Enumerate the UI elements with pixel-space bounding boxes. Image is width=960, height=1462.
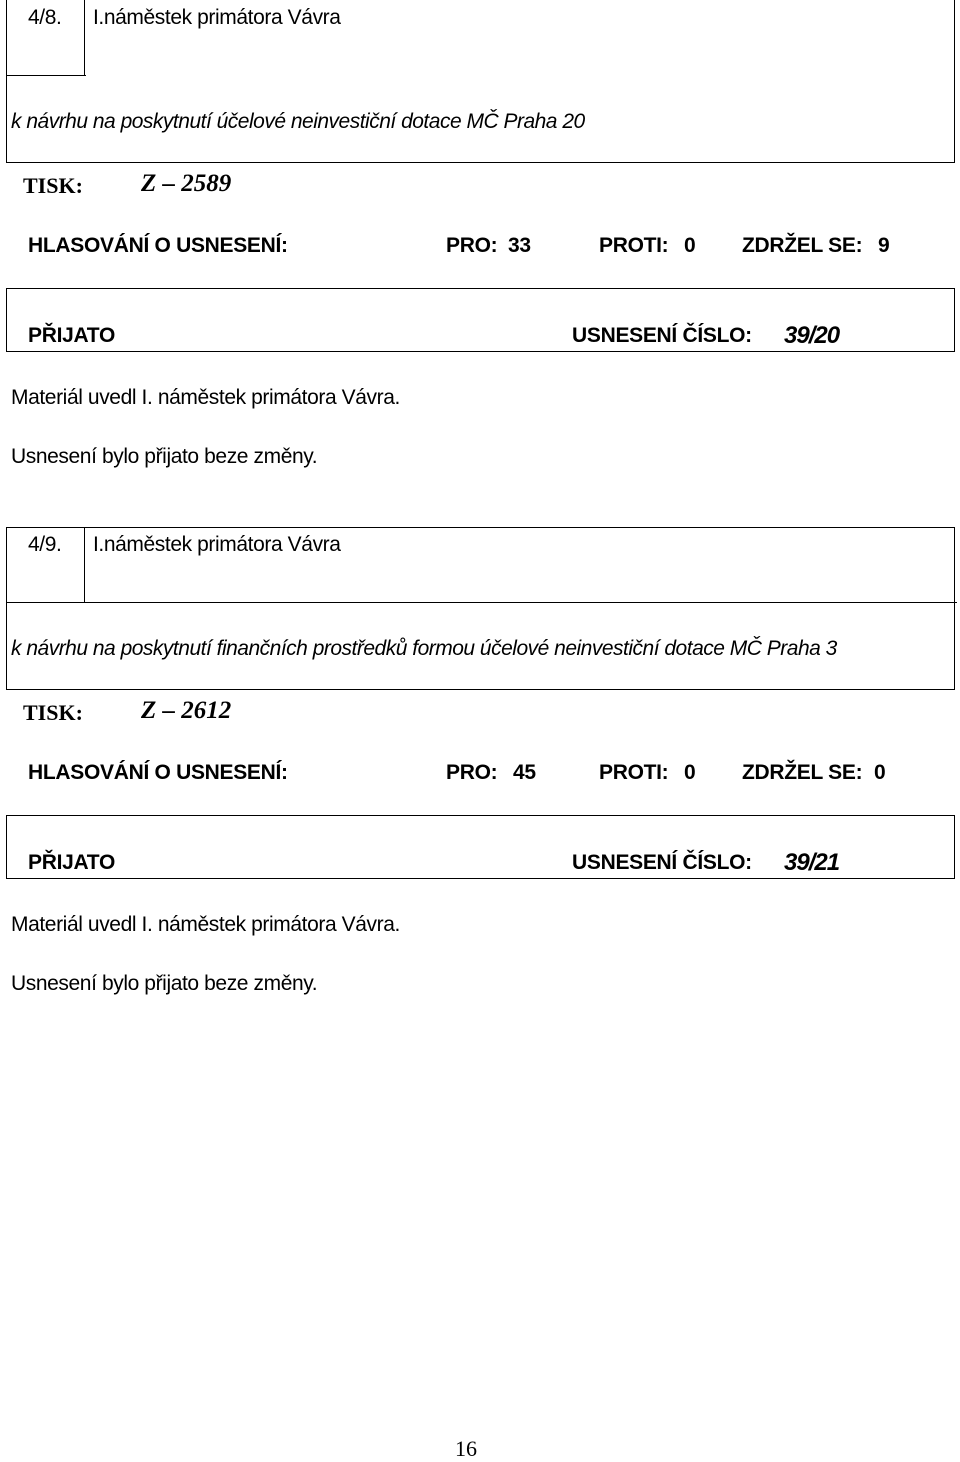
vote-proti-value: 0 — [684, 761, 696, 784]
tisk-number: Z – 2589 — [141, 170, 232, 197]
tisk-label: TISK: — [23, 173, 83, 198]
header-divider — [84, 0, 85, 76]
note-adopted-unchanged: Usnesení bylo přijato beze změny. — [11, 972, 318, 995]
vote-zdrzel-value: 9 — [878, 234, 890, 257]
note-adopted-unchanged: Usnesení bylo přijato beze změny. — [11, 445, 318, 468]
tisk-label: TISK: — [23, 700, 83, 725]
vote-label: HLASOVÁNÍ O USNESENÍ: — [28, 234, 288, 257]
vote-pro-value: 45 — [513, 761, 536, 784]
tisk-number: Z – 2612 — [141, 697, 232, 724]
vote-label: HLASOVÁNÍ O USNESENÍ: — [28, 761, 288, 784]
vote-pro-label: PRO: — [446, 234, 498, 257]
header-bottom-rule — [6, 602, 957, 603]
item-presenter: I.náměstek primátora Vávra — [93, 533, 341, 556]
result-status: PŘIJATO — [28, 851, 115, 874]
resolution-label: USNESENÍ ČÍSLO: — [572, 851, 752, 874]
item-number: 4/9. — [28, 533, 62, 556]
vote-proti-label: PROTI: — [599, 234, 669, 257]
resolution-number: 39/21 — [784, 849, 840, 876]
page-number: 16 — [455, 1436, 477, 1461]
vote-proti-label: PROTI: — [599, 761, 669, 784]
vote-pro-value: 33 — [508, 234, 531, 257]
note-presented-by: Materiál uvedl I. náměstek primátora Vávra. — [11, 913, 400, 936]
resolution-number: 39/20 — [784, 322, 840, 349]
vote-zdrzel-label: ZDRŽEL SE: — [742, 234, 863, 257]
item-subject: k návrhu na poskytnutí finančních prostředků formou účelové neinvestiční dotace MČ Praha 3 — [11, 637, 837, 660]
vote-proti-value: 0 — [684, 234, 696, 257]
item-presenter: I.náměstek primátora Vávra — [93, 6, 341, 29]
vote-pro-label: PRO: — [446, 761, 498, 784]
header-divider — [84, 527, 85, 603]
vote-zdrzel-value: 0 — [874, 761, 886, 784]
item-number: 4/8. — [28, 6, 62, 29]
note-presented-by: Materiál uvedl I. náměstek primátora Vávra. — [11, 386, 400, 409]
item-subject: k návrhu na poskytnutí účelové neinvestiční dotace MČ Praha 20 — [11, 110, 585, 133]
header-bottom-rule — [6, 75, 86, 76]
vote-zdrzel-label: ZDRŽEL SE: — [742, 761, 863, 784]
resolution-label: USNESENÍ ČÍSLO: — [572, 324, 752, 347]
result-status: PŘIJATO — [28, 324, 115, 347]
